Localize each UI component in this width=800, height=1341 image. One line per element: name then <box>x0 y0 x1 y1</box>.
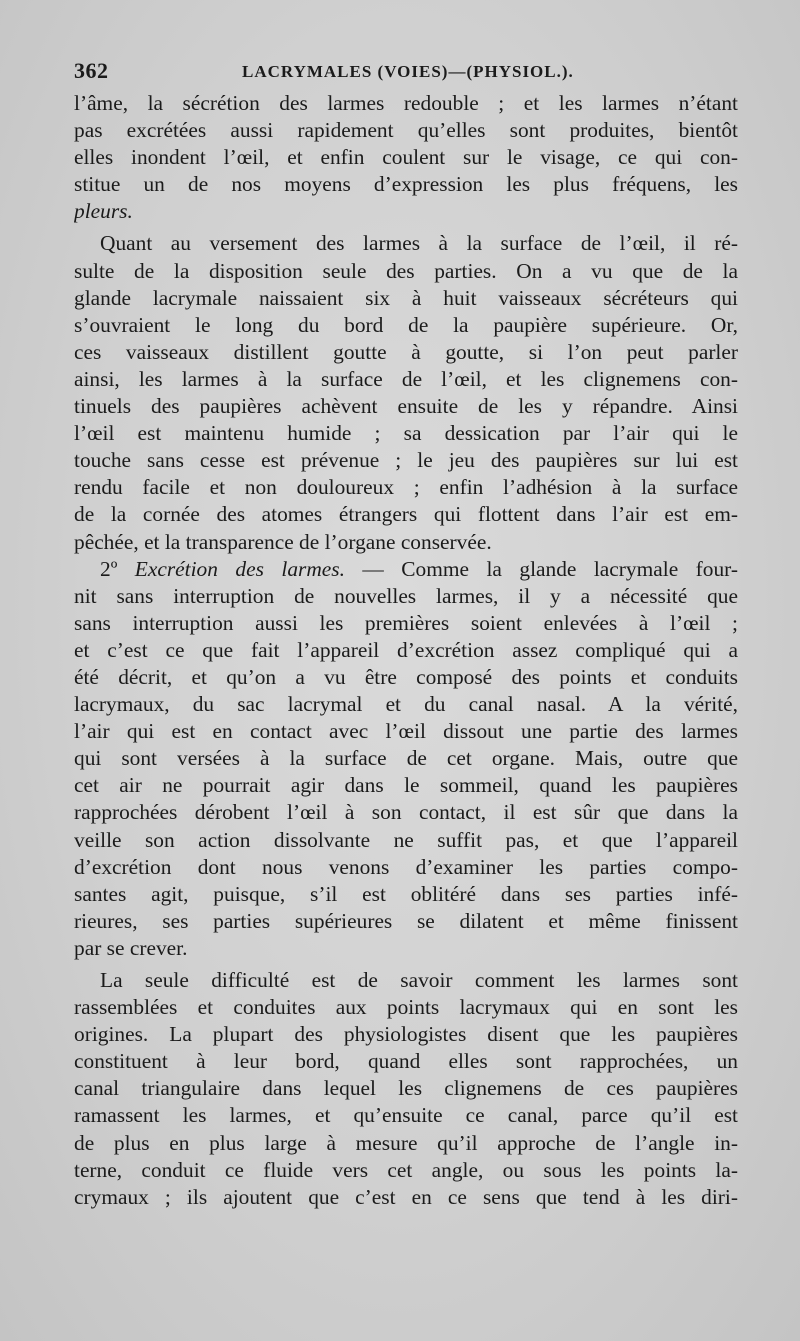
text-line: veille son action dissolvante ne suffit pas, et que l’appareil <box>74 827 738 852</box>
text-line: elles inondent l’œil, et enfin coulent sur le visage, ce qui con- <box>74 145 738 170</box>
text-line: constituent à leur bord, quand elles sont rapprochées, un <box>74 1049 738 1074</box>
text-line: lacrymaux, du sac lacrymal et du canal nasal. A la vérité, <box>74 692 738 717</box>
text-line: stitue un de nos moyens d’expression les plus fréquens, les <box>74 172 738 197</box>
text-line: tinuels des paupières achèvent ensuite de les y répandre. Ainsi <box>74 394 738 419</box>
section-number: 2º <box>100 556 118 581</box>
section-heading-line <box>74 556 738 583</box>
text-line: rendu facile et non douloureux ; enfin l’adhésion à la surface <box>74 475 738 500</box>
text-line: pleurs. <box>74 199 133 224</box>
running-head: LACRYMALES (VOIES)—(PHYSIOL.). <box>242 62 574 81</box>
text-line: santes agit, puisque, s’il est oblitéré dans ses parties infé- <box>74 881 738 906</box>
text-line: Quant au versement des larmes à la surface de l’œil, il ré- <box>100 231 738 256</box>
text-line: l’œil est maintenu humide ; sa dessication par l’air qui le <box>74 421 738 446</box>
text-line: cet air ne pourrait agir dans le sommeil, quand les paupières <box>74 773 738 798</box>
text-line: qui sont versées à la surface de cet organe. Mais, outre que <box>74 746 738 771</box>
text-line: crymaux ; ils ajoutent que c’est en ce sens que tend à les diri- <box>74 1184 738 1209</box>
text-line: de plus en plus large à mesure qu’il approche de l’angle in- <box>74 1130 738 1155</box>
text-line: origines. La plupart des physiologistes disent que les paupières <box>74 1022 738 1047</box>
text-line: pas excrétées aussi rapidement qu’elles sont produites, bientôt <box>74 118 738 143</box>
text-line: nit sans interruption de nouvelles larmes, il y a nécessité que <box>74 583 738 608</box>
text-line: rassemblées et conduites aux points lacrymaux qui en sont les <box>74 995 738 1020</box>
page-header <box>74 58 740 88</box>
text-line: La seule difficulté est de savoir comment les larmes sont <box>100 968 738 992</box>
body-text <box>74 90 738 1211</box>
text-line: pêchée, et la transparence de l’organe conservée. <box>74 529 492 554</box>
section-heading-text: — Comme la glande lacrymale four- <box>344 556 738 581</box>
paragraph-4 <box>74 967 738 1211</box>
text-line: ainsi, les larmes à la surface de l’œil, et les clignemens con- <box>74 366 738 391</box>
paragraph-3 <box>74 556 738 962</box>
text-line: l’âme, la sécrétion des larmes redouble ; et les larmes n’étant <box>74 91 738 115</box>
text-line: par se crever. <box>74 935 188 960</box>
text-line: de la cornée des atomes étrangers qui flottent dans l’air est em- <box>74 502 738 527</box>
text-line: l’air qui est en contact avec l’œil dissout une partie des larmes <box>74 719 738 744</box>
text-line: sulte de la disposition seule des parties. On a vu que de la <box>74 258 738 283</box>
paragraph-1 <box>74 90 738 225</box>
text-line: s’ouvraient le long du bord de la paupière supérieure. Or, <box>74 312 738 337</box>
text-line: rapprochées dérobent l’œil à son contact, il est sûr que dans la <box>74 800 738 825</box>
text-line: d’excrétion dont nous venons d’examiner les parties compo- <box>74 854 738 879</box>
text-line: rieures, ses parties supérieures se dilatent et même finissent <box>74 908 738 933</box>
section-title: Excrétion des larmes. <box>134 556 345 581</box>
text-line: ces vaisseaux distillent goutte à goutte, si l’on peut parler <box>74 339 738 364</box>
text-line: ramassent les larmes, et qu’ensuite ce canal, parce qu’il est <box>74 1103 738 1128</box>
text-line: et c’est ce que fait l’appareil d’excrétion assez compliqué qui a <box>74 637 738 662</box>
text-line: glande lacrymale naissaient six à huit vaisseaux sécréteurs qui <box>74 285 738 310</box>
text-line: été décrit, et qu’on a vu être composé des points et conduits <box>74 664 738 689</box>
text-line: terne, conduit ce fluide vers cet angle, ou sous les points la- <box>74 1157 738 1182</box>
page-number: 362 <box>74 58 109 83</box>
text-line: canal triangulaire dans lequel les clignemens de ces paupières <box>74 1076 738 1101</box>
paragraph-2 <box>74 230 738 555</box>
text-line: sans interruption aussi les premières soient enlevées à l’œil ; <box>74 610 738 635</box>
text-line: touche sans cesse est prévenue ; le jeu des paupières sur lui est <box>74 448 738 473</box>
